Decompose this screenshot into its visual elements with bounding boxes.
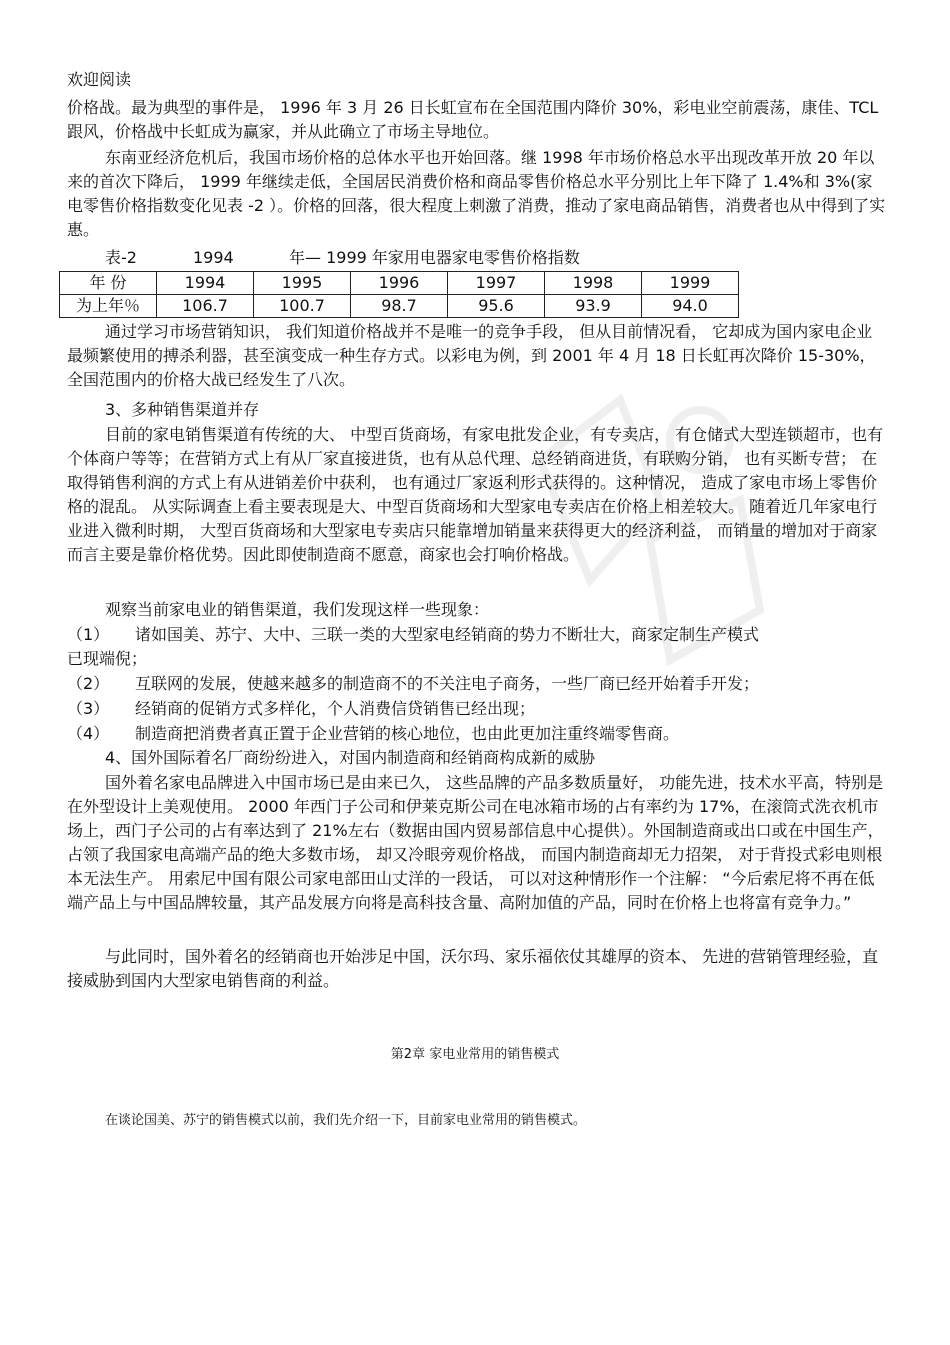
paragraph-price-decline: 东南亚经济危机后，我国市场价格的总体水平也开始回落。继 1998 年市场价格总水平出现改革开放 20 年以来的首次下降后， 1999 年继续走低，全国居民消费价格和商品零售价格总水平分别比上年下降了 1.4%和 3%(家电零售价格指数变化见表 -2 ）。价格的回落，很大程度上刺激了消费，推动了家电商品销售，消费者也从中得到了实惠。	[67, 148, 886, 239]
list-item-number: （3）	[67, 699, 110, 718]
table-cell: 94.0	[642, 295, 739, 318]
list-item-text: 制造商把消费者真正置于企业营销的核心地位，也由此更加注重终端零售商。	[135, 724, 680, 743]
list-item-number: （1）	[67, 625, 110, 644]
section-heading-3: 3、多种销售渠道并存	[105, 400, 260, 419]
list-item-text: 经销商的促销方式多样化，个人消费信贷销售已经出现；	[135, 699, 536, 718]
table-cell: 1997	[448, 272, 545, 295]
table-cell: 1996	[351, 272, 448, 295]
caption-rest: 年— 1999 年家用电器家电零售价格指数	[289, 248, 580, 267]
list-item-number: （2）	[67, 674, 110, 693]
table-cell: 1994	[157, 272, 254, 295]
paragraph-foreign-retailers: 与此同时，国外着名的经销商也开始涉足中国，沃尔玛、家乐福依仗其雄厚的资本、 先进的营销管理经验，直接威胁到国内大型家电销售商的利益。	[67, 947, 879, 990]
list-item	[67, 722, 897, 746]
paragraph-foreign-brands: 国外着名家电品牌进入中国市场已是由来已久， 这些品牌的产品多数质量好， 功能先进，技术水平高，特别是在外型设计上美观使用。 2000 年西门子公司和伊莱克斯公司在电冰箱市场的占有率约为 17%，在滚筒式洗衣机市场上，西门子公司的占有率达到了 21%左右（数据由国内贸易部信息中心提供）。外国制造商或出口或在中国生产， 占领了我国家电高端产品的绝大多数市场， 却又冷眼旁观价格战， 而国内制造商却无力招架， 对于背投式彩电则根本无法生产。 用索尼中国有限公司家电部田山丈洋的一段话， 可以对这种情形作一个注解： “今后索尼将不再在低端产品上与中国品牌较量，其产品发展方向将是高科技含量、高附加值的产品，同时在价格上也将富有竞争力。”	[67, 773, 884, 912]
caption-start: 1994	[193, 248, 234, 267]
caption-label: 表-2	[105, 248, 137, 267]
table-cell: 98.7	[351, 295, 448, 318]
list-item	[67, 623, 897, 671]
chapter-title: 第2章 家电业常用的销售模式	[390, 1047, 560, 1062]
table-cell: 100.7	[254, 295, 351, 318]
list-item	[67, 697, 897, 721]
table-caption	[105, 246, 580, 270]
table-cell: 95.6	[448, 295, 545, 318]
list-item-text: 诸如国美、苏宁、大中、三联一类的大型家电经销商的势力不断壮大，商家定制生产模式	[135, 625, 760, 644]
table-cell: 1998	[545, 272, 642, 295]
list-item-text: 互联网的发展，使越来越多的制造商不的不关注电子商务，一些厂商已经开始着手开发；	[135, 674, 760, 693]
paragraph-price-war-tool: 通过学习市场营销知识， 我们知道价格战并不是唯一的竞争手段， 但从目前情况看， 它却成为国内家电企业最频繁使用的搏杀利器，甚至演变成一种生存方式。以彩电为例，到 2001 年 4 月 18 日长虹再次降价 15-30%，全国范围内的价格大战已经发生了八次。	[67, 322, 876, 389]
table-header-cell: 年 份	[60, 272, 157, 295]
table-cell: 1999	[642, 272, 739, 295]
price-index-table	[59, 271, 739, 318]
chapter-intro: 在谈论国美、苏宁的销售模式以前，我们先介绍一下，目前家电业常用的销售模式。	[105, 1113, 587, 1128]
table-cell: 1995	[254, 272, 351, 295]
table-cell: 93.9	[545, 295, 642, 318]
table-header-cell: 为上年％	[60, 295, 157, 318]
list-item	[67, 672, 897, 696]
paragraph-price-war: 价格战。最为典型的事件是， 1996 年 3 月 26 日长虹宣布在全国范围内降价 30%，彩电业空前震荡，康佳、TCL跟风，价格战中长虹成为赢家，并从此确立了市场主导地位。	[67, 98, 879, 141]
page-header: 欢迎阅读	[67, 70, 132, 89]
table-cell: 106.7	[157, 295, 254, 318]
section-heading-4: 4、国外国际着名厂商纷纷进入，对国内制造商和经销商构成新的威胁	[105, 748, 596, 767]
paragraph-sales-channels: 目前的家电销售渠道有传统的大、 中型百货商场，有家电批发企业，有专卖店， 有仓储式大型连锁超市，也有个体商户等等；在营销方式上有从厂家直接进货，也有从总代理、总经销商进货，有联购分销， 也有买断专营； 在取得销售利润的方式上有从进销差价中获利， 也有通过厂家返利形式获得的。这种情况， 造成了家电市场上零售价格的混乱。 从实际调查上看主要表现是大、中型百货商场和大型家电专卖店在价格上相差较大。 随着近几年家电行业进入微利时期， 大型百货商场和大型家电专卖店只能靠增加销量来获得更大的经济利益， 而销量的增加对于商家而言主要是靠价格优势。因此即使制造商不愿意，商家也会打响价格战。	[67, 425, 884, 564]
list-item-number: （4）	[67, 724, 110, 743]
table-row	[60, 295, 739, 318]
list-item-continuation: 已现端倪；	[67, 649, 148, 668]
table-row	[60, 272, 739, 295]
paragraph-observation: 观察当前家电业的销售渠道，我们发现这样一些现象：	[105, 600, 490, 619]
